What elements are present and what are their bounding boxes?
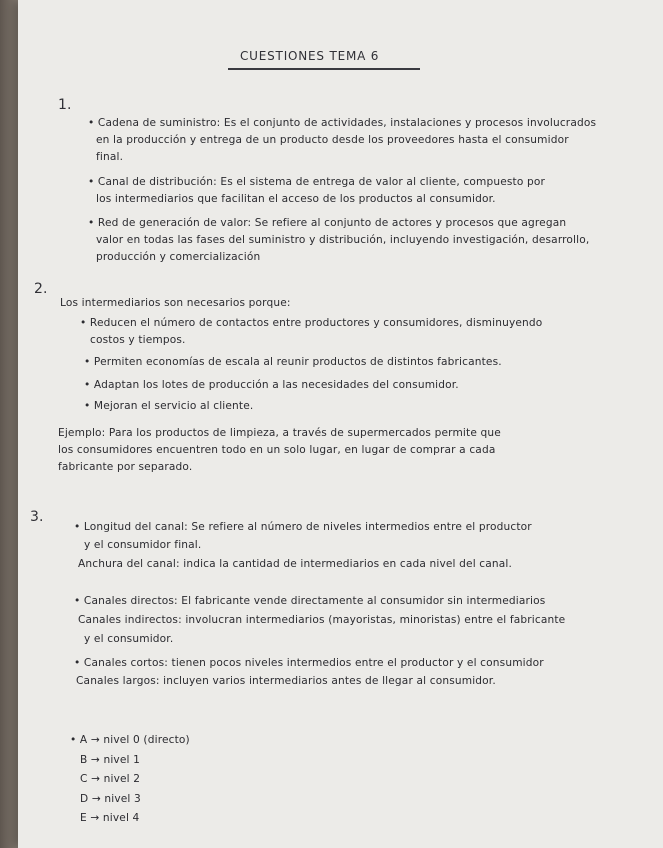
indirect-channels-line-1: Canales indirectos: involucran intermediarios (mayoristas, minoristas) entre el fabricante	[78, 614, 566, 626]
reason-economies: • Permiten economías de escala al reunir productos de distintos fabricantes.	[84, 356, 502, 368]
channel-length-line-2: y el consumidor final.	[84, 539, 202, 551]
level-item: D → nivel 3	[80, 793, 141, 805]
distribution-channel-line-2: los intermediarios que facilitan el acceso de los productos al consumidor.	[96, 193, 496, 205]
reason-lots: • Adaptan los lotes de producción a las necesidades del consumidor.	[84, 379, 459, 391]
level-item: E → nivel 4	[80, 812, 140, 824]
example-line-2: los consumidores encuentren todo en un solo lugar, en lugar de comprar a cada	[58, 444, 496, 456]
reason-service: • Mejoran el servicio al cliente.	[84, 400, 254, 412]
level-item: B → nivel 1	[80, 754, 141, 766]
intermediaries-intro: Los intermediarios son necesarios porque:	[60, 297, 291, 309]
direct-channels: • Canales directos: El fabricante vende directamente al consumidor sin intermediarios	[74, 595, 546, 607]
level-item: • A → nivel 0 (directo)	[70, 734, 190, 746]
channel-width: Anchura del canal: indica la cantidad de intermediarios en cada nivel del canal.	[78, 558, 513, 570]
reason-contacts-line-2: costos y tiempos.	[90, 334, 186, 346]
supply-chain-line-2: en la producción y entrega de un producto desde los proveedores hasta el consumidor	[96, 134, 569, 146]
long-channels: Canales largos: incluyen varios intermediarios antes de llegar al consumidor.	[76, 675, 496, 687]
section-number-1: 1.	[58, 97, 72, 113]
notebook-page	[18, 0, 663, 848]
desk-edge	[0, 0, 18, 848]
example-line-1: Ejemplo: Para los productos de limpieza, a través de supermercados permite que	[58, 427, 501, 439]
value-network-line-3: producción y comercialización	[96, 251, 261, 263]
value-network-line-2: valor en todas las fases del suministro y distribución, incluyendo investigación, desarrollo,	[96, 234, 590, 246]
distribution-channel-line-1: • Canal de distribución: Es el sistema de entrega de valor al cliente, compuesto por	[88, 176, 546, 188]
section-number-3: 3.	[30, 509, 44, 525]
supply-chain-line-1: • Cadena de suministro: Es el conjunto de actividades, instalaciones y procesos involucrados	[88, 117, 597, 129]
section-number-2: 2.	[34, 281, 48, 297]
reason-contacts-line-1: • Reducen el número de contactos entre productores y consumidores, disminuyendo	[80, 317, 543, 329]
supply-chain-line-3: final.	[96, 151, 124, 163]
value-network-line-1: • Red de generación de valor: Se refiere al conjunto de actores y procesos que agregan	[88, 217, 567, 229]
level-item: C → nivel 2	[80, 773, 141, 785]
indirect-channels-line-2: y el consumidor.	[84, 633, 174, 645]
short-channels: • Canales cortos: tienen pocos niveles intermedios entre el productor y el consumidor	[74, 657, 544, 669]
channel-length-line-1: • Longitud del canal: Se refiere al número de niveles intermedios entre el productor	[74, 521, 532, 533]
example-line-3: fabricante por separado.	[58, 461, 193, 473]
title-underline	[228, 68, 420, 70]
page-title: CUESTIONES TEMA 6	[240, 49, 380, 63]
